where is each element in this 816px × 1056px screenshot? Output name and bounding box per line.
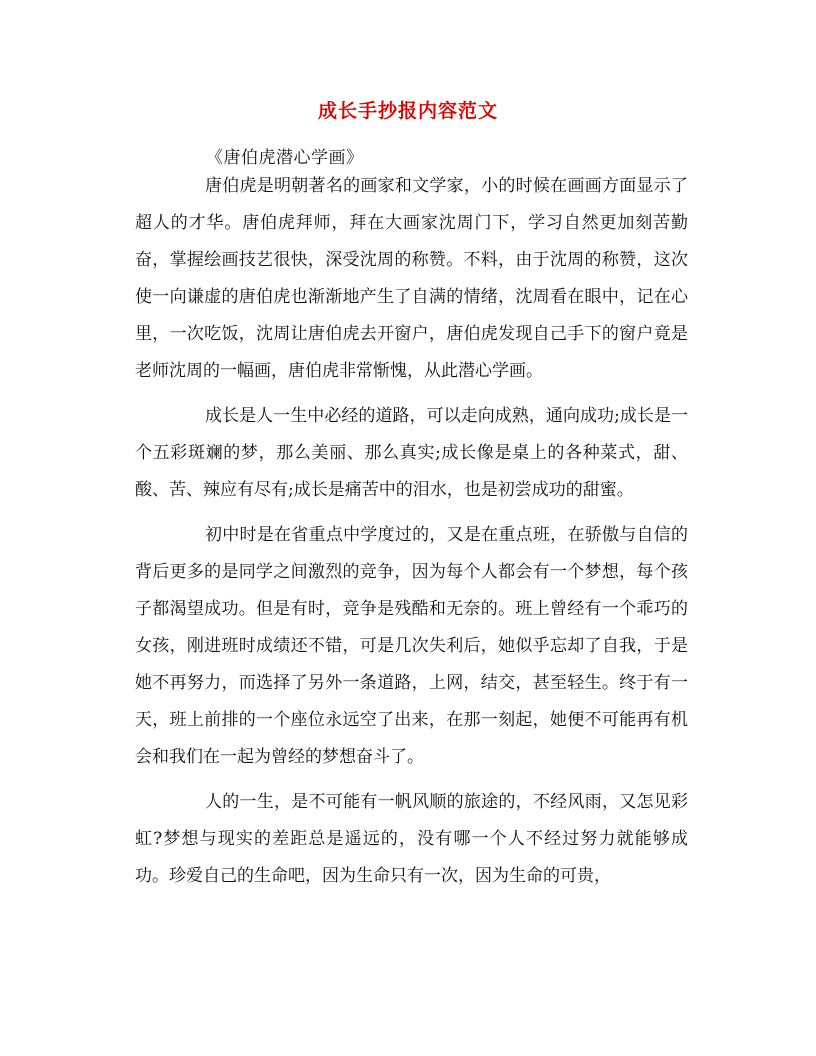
- paragraph-1: 唐伯虎是明朝著名的画家和文学家，小的时候在画画方面显示了超人的才华。唐伯虎拜师，拜在大画家沈周门下，学习自然更加刻苦勤奋，掌握绘画技艺很快，深受沈周的称赞。不料，由于沈周的称赞，这次使一向谦虚的唐伯虎也渐渐地产生了自满的情绪，沈周看在眼中，记在心里，一次吃饭，沈周让唐伯虎去开窗户，唐伯虎发现自己手下的窗户竟是老师沈周的一幅画，唐伯虎非常惭愧，从此潜心学画。: [135, 176, 688, 381]
- paragraph-3: 初中时是在省重点中学度过的，又是在重点班，在骄傲与自信的背后更多的是同学之间激烈的竞争，因为每个人都会有一个梦想，每个孩子都渴望成功。但是有时，竞争是残酷和无奈的。班上曾经有一个乖巧的女孩，刚进班时成绩还不错，可是几次失利后，她似乎忘却了自我，于是她不再努力，而选择了另外一条道路，上网，结交，甚至轻生。终于有一天，班上前排的一个座位永远空了出来，在那一刻起，她便不可能再有机会和我们在一起为曾经的梦想奋斗了。: [135, 525, 688, 767]
- paragraph-4: 人的一生，是不可能有一帆风顺的旅途的，不经风雨，又怎见彩虹?梦想与现实的差距总是遥远的，没有哪一个人不经过努力就能够成功。珍爱自己的生命吧，因为生命只有一次，因为生命的可贵，: [135, 792, 688, 886]
- paragraph-2: 成长是人一生中必经的道路，可以走向成熟，通向成功;成长是一个五彩斑斓的梦，那么美丽、那么真实;成长像是桌上的各种菜式，甜、酸、苦、辣应有尽有;成长是痛苦中的泪水，也是初尝成功的甜蜜。: [135, 406, 688, 500]
- document-subtitle: 《唐伯虎潜心学画》: [206, 148, 364, 168]
- document-body: [135, 168, 688, 903]
- document-title: 成长手抄报内容范文: [317, 100, 498, 122]
